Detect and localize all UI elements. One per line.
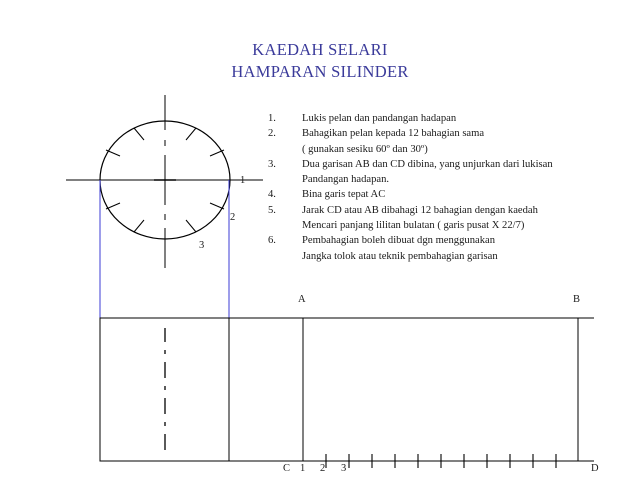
step-text: Dua garisan AB dan CD dibina, yang unjurkan dari lukisan (302, 158, 553, 170)
step-number: 2. (268, 128, 276, 140)
step-text-continued: Jangka tolok atau teknik pembahagian garisan (302, 250, 498, 262)
division-label-3: 3 (341, 463, 347, 474)
title-line-1: KAEDAH SELARI (252, 40, 388, 59)
step-number: 4. (268, 189, 276, 201)
title-line-2: HAMPARAN SILINDER (231, 62, 409, 81)
step-number: 6. (268, 235, 276, 247)
step-text: Bina garis tepat AC (302, 189, 386, 201)
division-label-2: 2 (320, 463, 326, 474)
step-text-continued: Mencari panjang lilitan bulatan ( garis pusat X 22/7) (302, 220, 525, 232)
plan-label-1: 1 (240, 175, 246, 186)
point-label-d: D (591, 463, 599, 474)
step-number: 1. (268, 113, 276, 124)
point-label-c: C (283, 463, 291, 474)
plan-label-3: 3 (199, 240, 205, 251)
point-label-b: B (573, 294, 581, 305)
step-text-continued: Pandangan hadapan. (302, 174, 390, 186)
step-text-continued: ( gunakan sesiku 60º dan 30º) (302, 143, 428, 155)
step-text: Jarak CD atau AB dibahagi 12 bahagian dengan kaedah (302, 204, 538, 216)
division-label-1: 1 (300, 463, 306, 474)
point-label-a: A (298, 294, 306, 305)
step-text: Pembahagian boleh dibuat dgn menggunakan (302, 235, 495, 247)
step-number: 5. (268, 204, 276, 216)
plan-label-2: 2 (230, 212, 236, 223)
step-number: 3. (268, 158, 276, 170)
step-text: Bahagikan pelan kepada 12 bahagian sama (302, 128, 485, 140)
step-text: Lukis pelan dan pandangan hadapan (302, 113, 457, 124)
